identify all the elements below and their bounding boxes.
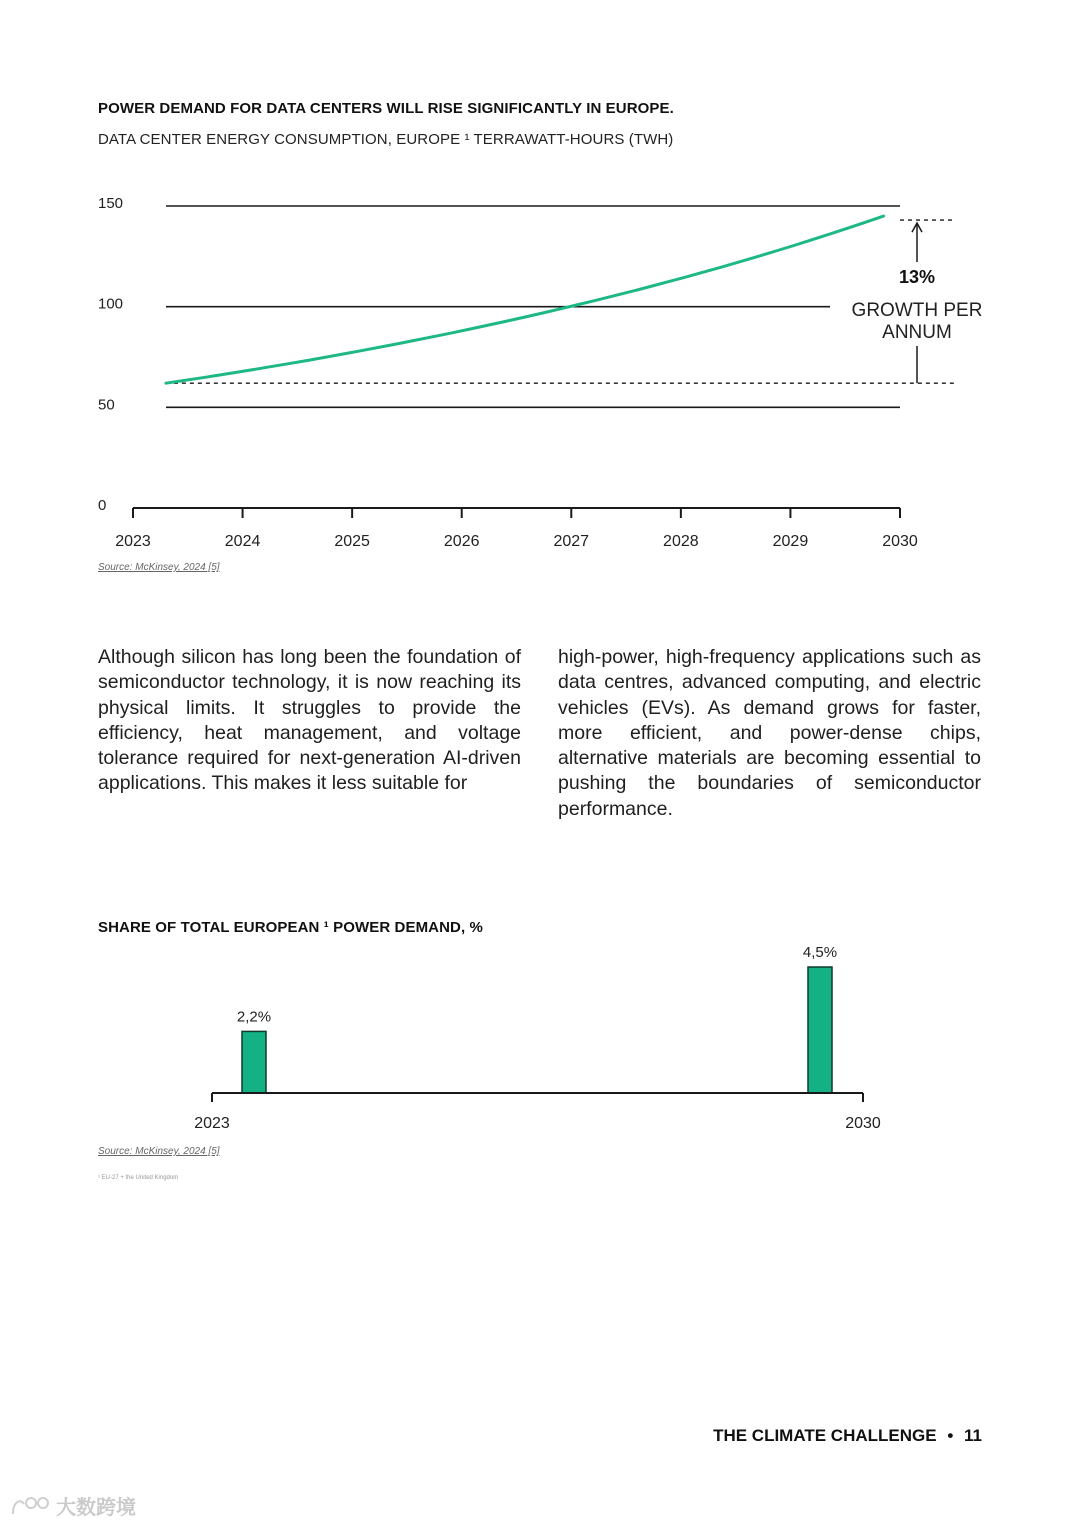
x-tick-label: 2030 <box>882 533 918 550</box>
x-axis <box>194 1093 881 1132</box>
x-axis <box>115 508 918 550</box>
y-tick-label: 100 <box>98 295 124 313</box>
reference-lines <box>166 220 955 383</box>
series-line-data-center-consumption <box>166 216 884 383</box>
watermark <box>10 1491 136 1520</box>
x-tick-label: 2024 <box>224 533 261 550</box>
x-tick-label: 2027 <box>553 533 590 550</box>
x-tick-label: 2028 <box>663 533 699 550</box>
chart1-source[interactable]: Source: McKinsey, 2024 [5] <box>98 562 220 573</box>
chart1-subtitle: DATA CENTER ENERGY CONSUMPTION, EUROPE ¹ TERRAWATT-HOURS (TWH) <box>98 131 674 148</box>
line-chart <box>0 180 1080 560</box>
y-tick-label: 0 <box>98 497 107 514</box>
annotation-value: 13% <box>898 267 936 287</box>
x-tick-label: 2026 <box>443 533 480 550</box>
page-number: 11 <box>964 1426 982 1445</box>
x-tick-label: 2025 <box>334 533 370 550</box>
bar-chart <box>0 940 1080 1140</box>
x-tick-label: 2023 <box>115 533 151 550</box>
page-footer <box>713 1426 982 1446</box>
x-tick-label: 2030 <box>845 1115 881 1132</box>
footer-section: THE CLIMATE CHALLENGE <box>713 1426 937 1445</box>
bars <box>237 944 837 1093</box>
bar-2030 <box>808 967 832 1093</box>
bar-2023 <box>242 1031 266 1093</box>
x-tick-label: 2029 <box>772 533 809 550</box>
y-tick-label: 150 <box>98 195 124 212</box>
y-tick-label: 50 <box>98 396 115 414</box>
annotation-label-line1: GROWTH PER <box>851 300 983 321</box>
footnote: ¹ EU-27 + the United Kingdom <box>98 1175 179 1181</box>
chart2-title: SHARE OF TOTAL EUROPEAN ¹ POWER DEMAND, % <box>98 919 483 936</box>
bar-data-label: 4,5% <box>802 944 838 961</box>
footer-bullet: • <box>947 1426 954 1445</box>
watermark-logo-icon <box>10 1494 52 1518</box>
gridlines <box>166 206 900 407</box>
y-axis-ticks <box>98 195 123 514</box>
chart1-title: POWER DEMAND FOR DATA CENTERS WILL RISE SIGNIFICANTLY IN EUROPE. <box>98 100 674 117</box>
watermark-text: 大数跨境 <box>56 1497 136 1519</box>
chart2-source[interactable]: Source: McKinsey, 2024 [5] <box>98 1146 220 1157</box>
x-tick-label: 2023 <box>194 1115 230 1132</box>
annotation-label-line2: ANNUM <box>882 322 952 343</box>
body-column-2: high-power, high-frequency applications such as data centres, advanced computing, and electric vehicles (EVs). As demand grows for faster, more efficient, and power-dense chips, alternative materials are becoming essential to pushing the boundaries of semiconductor performance. <box>558 646 981 820</box>
body-column-1: Although silicon has long been the foundation of semiconductor technology, it is now reaching its physical limits. It struggles to provide the efficiency, heat management, and voltage tolerance required for next-generation AI-driven applications. This makes it less suitable for <box>98 646 521 795</box>
bar-data-label: 2,2% <box>236 1008 272 1026</box>
